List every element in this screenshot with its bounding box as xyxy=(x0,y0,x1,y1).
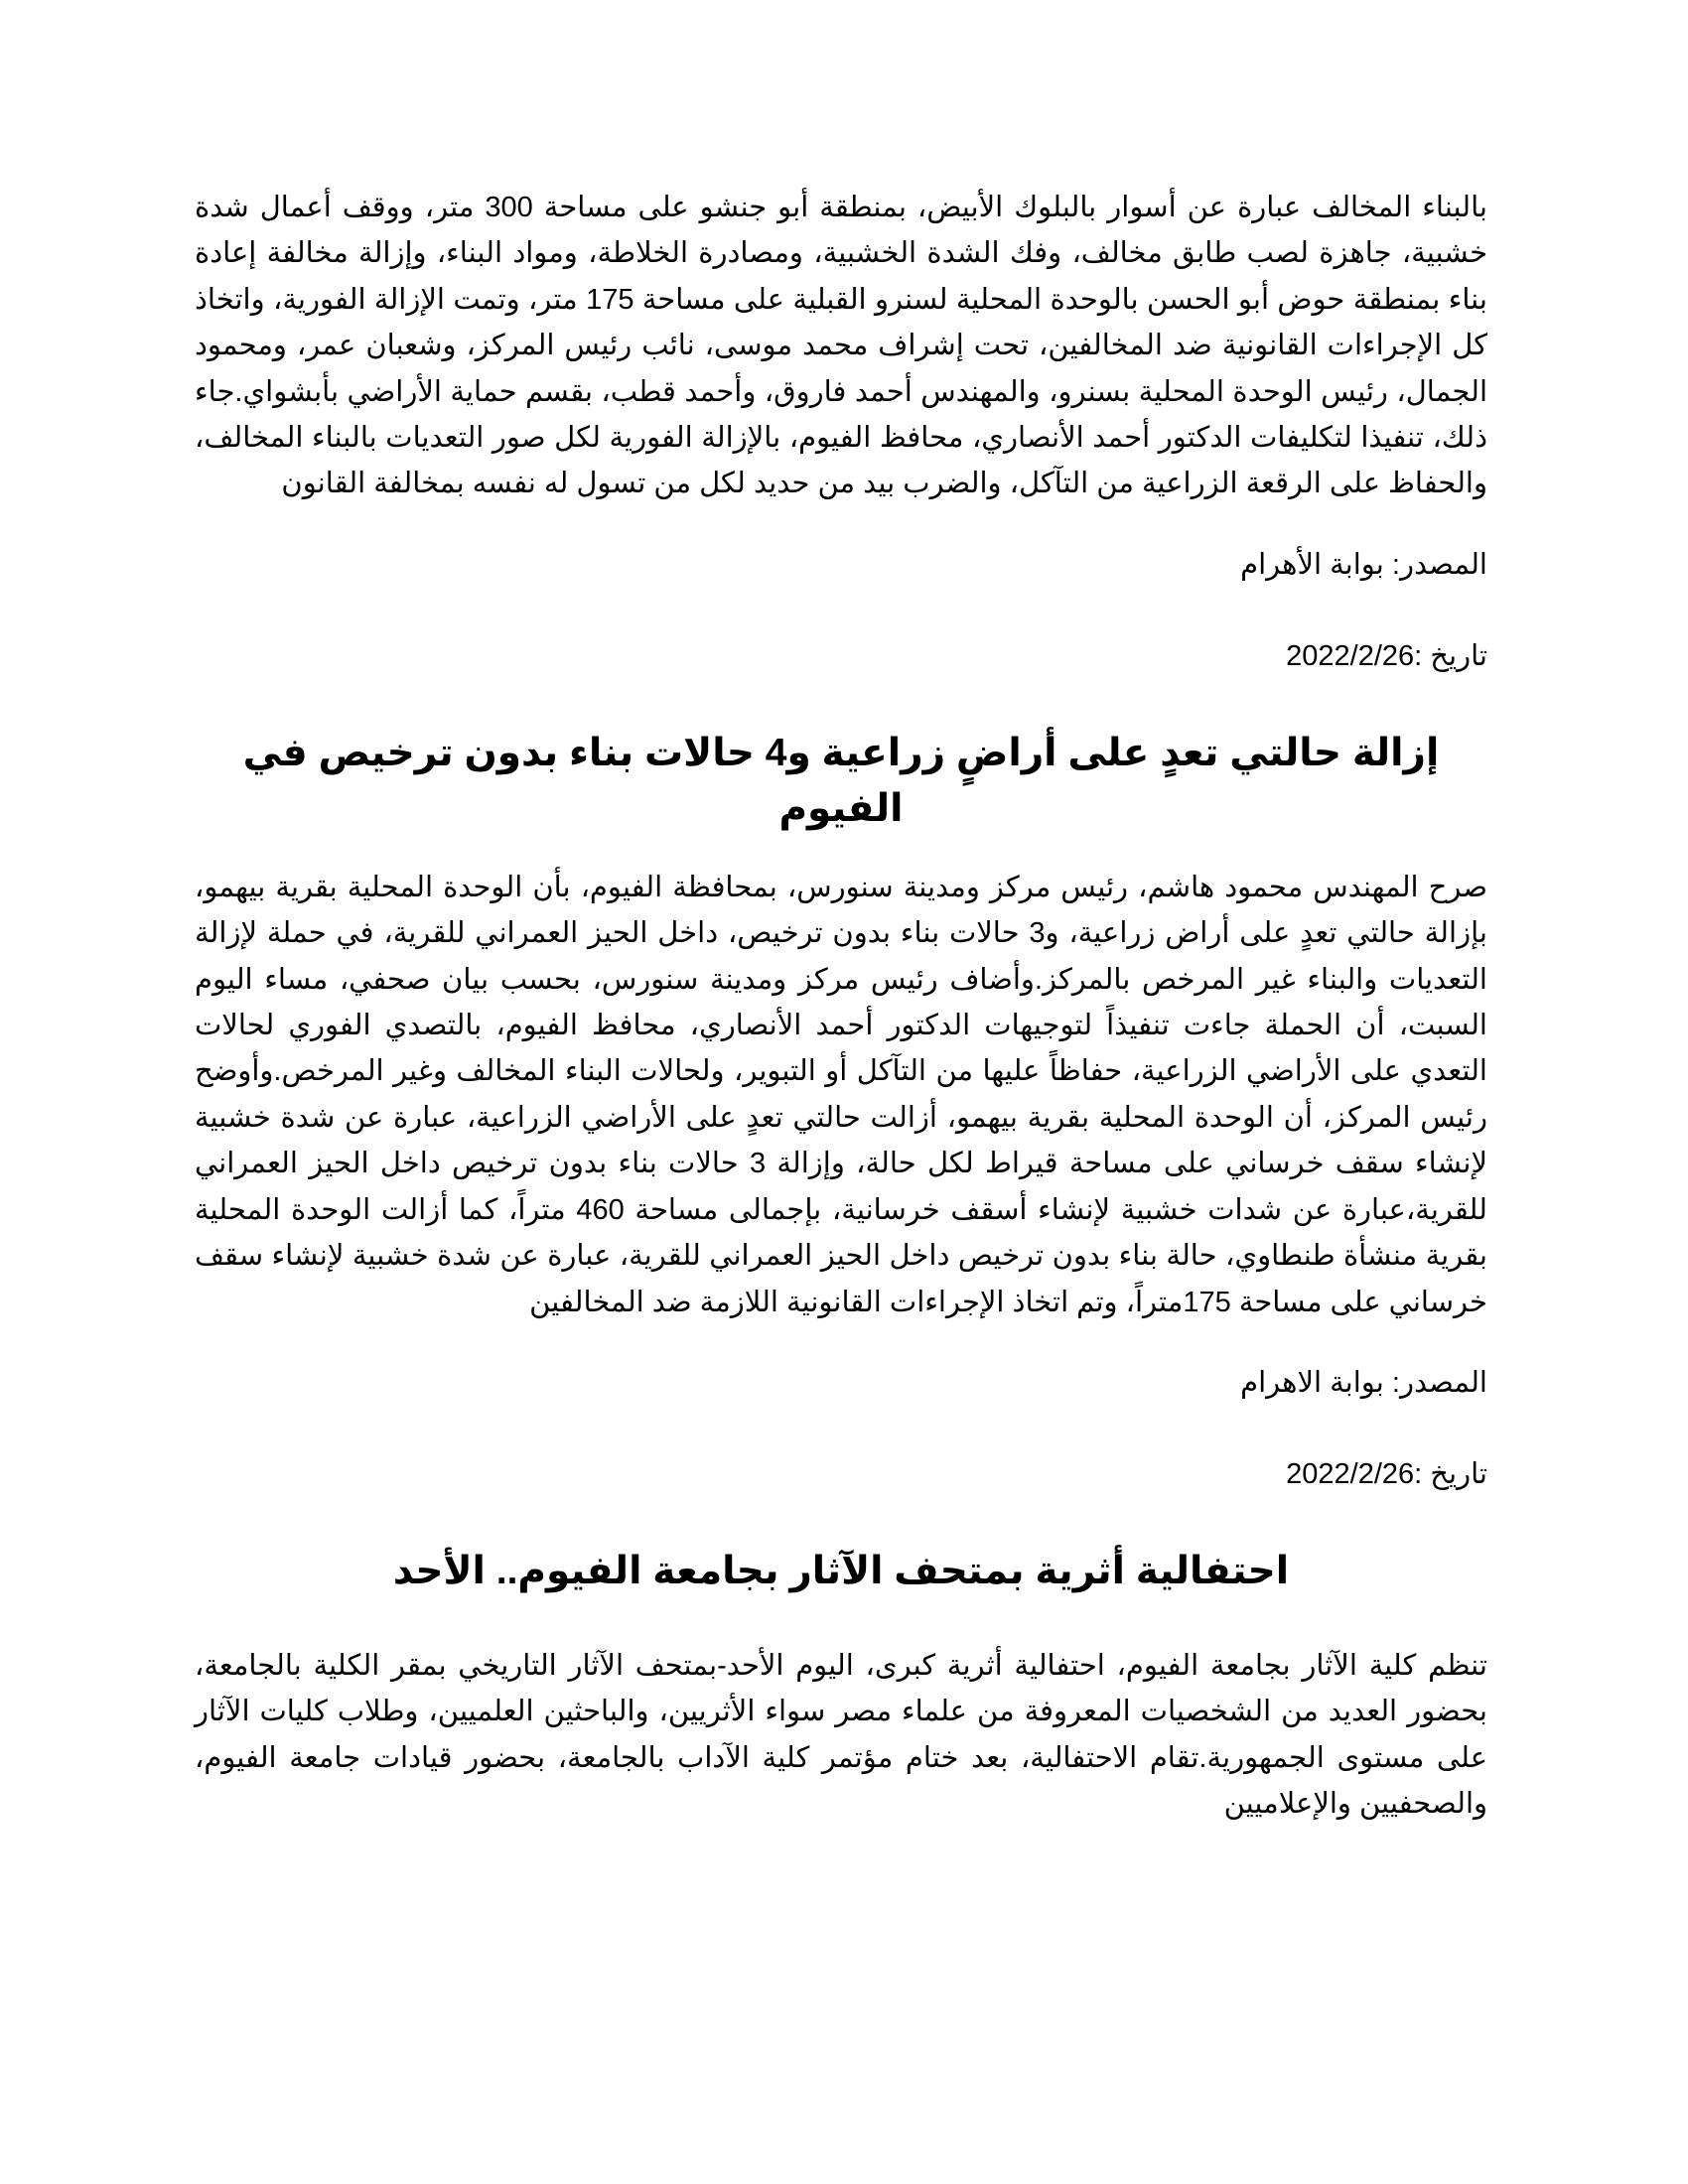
article1-body: بالبناء المخالف عبارة عن أسوار بالبلوك الأبيض، بمنطقة أبو جنشو على مساحة 300 متر، ووقف أعمال شدة خشبية، جاهزة لصب طابق مخالف، وفك الشدة الخشبية، ومصادرة الخلاطة، ومواد البناء، وإزالة مخالفة إعادة بناء بمنطقة حوض أبو الحسن بالوحدة المحلية لسنرو القبلية على مساحة 175 متر، وتمت الإزالة الفورية، واتخاذ كل الإجراءات القانونية ضد المخالفين، تحت إشراف محمد موسى، نائب رئيس المركز، وشعبان عمر، ومحمود الجمال، رئيس الوحدة المحلية بسنرو، والمهندس أحمد فاروق، وأحمد قطب، بقسم حماية الأراضي بأبشواي.جاء ذلك، تنفيذا لتكليفات الدكتور أحمد الأنصاري، محافظ الفيوم، بالإزالة الفورية لكل صور التعديات بالبناء المخالف، والحفاظ على الرقعة الزراعية من التآكل، والضرب بيد من حديد لكل من تسول له نفسه بمخالفة القانون xyxy=(195,192,1488,500)
article2-body: صرح المهندس محمود هاشم، رئيس مركز ومدينة سنورس، بمحافظة الفيوم، بأن الوحدة المحلية بقرية بيهمو، بإزالة حالتي تعدٍ على أراض زراعية، و3 حالات بناء بدون ترخيص، داخل الحيز العمراني للقرية، في حملة لإزالة التعديات والبناء غير المرخص بالمركز.وأضاف رئيس مركز ومدينة سنورس، بحسب بيان صحفي، مساء اليوم السبت، أن الحملة جاءت تنفيذاً لتوجيهات الدكتور أحمد الأنصاري، محافظ الفيوم، بالتصدي الفوري لحالات التعدي على الأراضي الزراعية، حفاظاً عليها من التآكل أو التبوير، ولحالات البناء المخالف وغير المرخص.وأوضح رئيس المركز، أن الوحدة المحلية بقرية بيهمو، أزالت حالتي تعدٍ على الأراضي الزراعية، عبارة عن شدة خشبية لإنشاء سقف خرساني على مساحة قيراط لكل حالة، وإزالة 3 حالات بناء بدون ترخيص داخل الحيز العمراني للقرية،عبارة عن شدات خشبية لإنشاء أسقف خرسانية، بإجمالى مساحة 460 متراً، كما أزالت الوحدة المحلية بقرية منشأة طنطاوي، حالة بناء بدون ترخيص داخل الحيز العمراني للقرية، عبارة عن شدة خشبية لإنشاء سقف خرساني على مساحة 175متراً، وتم اتخاذ الإجراءات القانونية اللازمة ضد المخالفين xyxy=(195,871,1487,1318)
article1-date: تاريخ :2022/2/26 xyxy=(1286,639,1487,672)
document-content xyxy=(195,185,1487,1828)
article3-headline: احتفالية أثرية بمتحف الآثار بجامعة الفيوم.. الأحد xyxy=(392,1549,1290,1592)
article3-body: تنظم كلية الآثار بجامعة الفيوم، احتفالية أثرية كبرى، اليوم الأحد-بمتحف الآثار التاريخي بمقر الكلية بالجامعة، بحضور العديد من الشخصيات المعروفة من علماء مصر سواء الأثريين، والباحثين العلميين، وطلاب كليات الآثار على مستوى الجمهورية.تقام الاحتفالية، بعد ختام مؤتمر كلية الآداب بالجامعة، بحضور قيادات جامعة الفيوم، والصحفيين والإعلاميين xyxy=(195,1649,1487,1821)
article2-headline: إزالة حالتي تعدٍ على أراضٍ زراعية و4 حالات بناء بدون ترخيص في الفيوم xyxy=(242,731,1440,830)
article2-source: المصدر: بوابة الاهرام xyxy=(1240,1366,1487,1399)
article1-source: المصدر: بوابة الأهرام xyxy=(1240,548,1487,581)
article2-date: تاريخ :2022/2/26 xyxy=(1286,1457,1487,1490)
